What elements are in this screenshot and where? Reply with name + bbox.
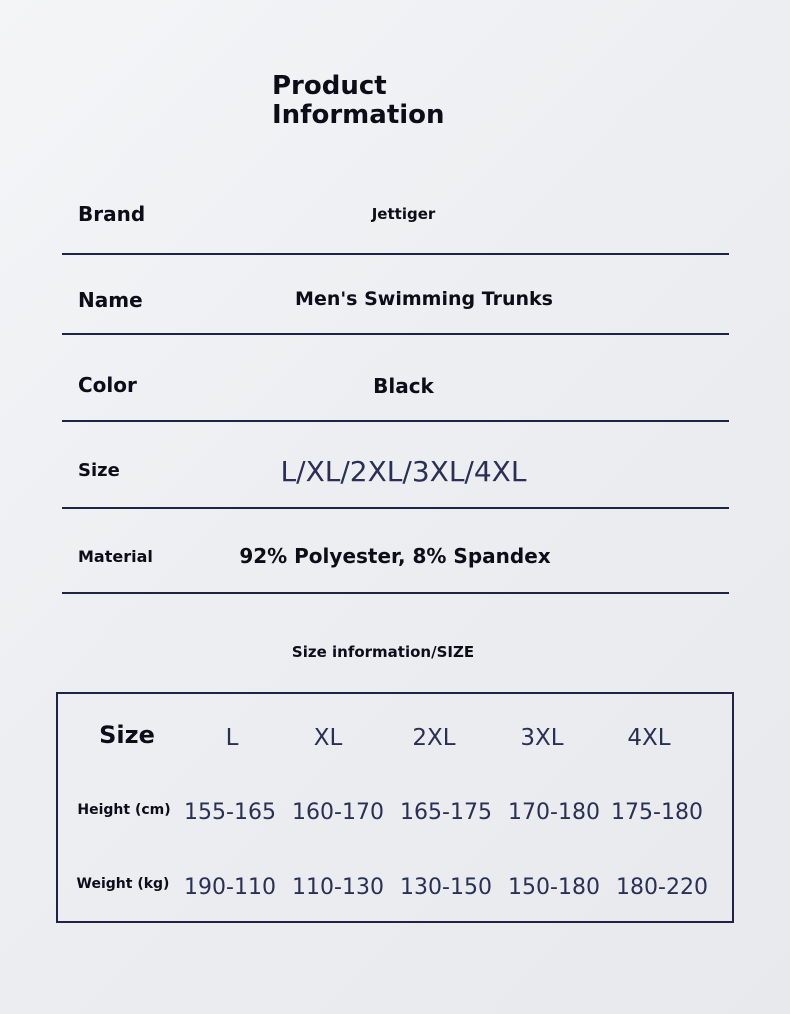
name-value: Men's Swimming Trunks <box>295 288 553 310</box>
height-value-4xl: 175-180 <box>611 800 703 825</box>
color-value: Black <box>373 374 434 398</box>
size-info-heading: Size information/SIZE <box>291 643 475 661</box>
size-chart-table <box>56 692 734 923</box>
weight-value-xl: 110-130 <box>292 875 384 900</box>
weight-value-4xl: 180-220 <box>616 875 708 900</box>
weight-value-2xl: 130-150 <box>400 875 492 900</box>
brand-label: Brand <box>78 202 146 226</box>
material-label: Material <box>78 547 153 566</box>
info-row-color <box>62 363 729 422</box>
height-row-label: Height (cm) <box>77 802 171 818</box>
size-label: Size <box>78 460 120 481</box>
size-col-2xl: 2XL <box>412 725 456 751</box>
weight-value-3xl: 150-180 <box>508 875 600 900</box>
info-row-size <box>62 450 729 509</box>
material-value: 92% Polyester, 8% Spandex <box>239 544 551 568</box>
weight-value-l: 190-110 <box>184 875 276 900</box>
height-value-2xl: 165-175 <box>400 800 492 825</box>
size-col-3xl: 3XL <box>520 725 564 751</box>
brand-value: Jettiger <box>371 205 436 223</box>
page-title-line-1: Product <box>272 71 387 101</box>
info-row-material <box>62 537 729 594</box>
page-title <box>272 72 445 130</box>
page-title-line-2: Information <box>272 100 445 130</box>
size-col-l: L <box>225 725 239 751</box>
height-value-3xl: 170-180 <box>508 800 600 825</box>
color-label: Color <box>78 373 137 397</box>
info-row-name <box>62 276 729 335</box>
size-header-label: Size <box>99 721 155 749</box>
name-label: Name <box>78 288 143 312</box>
weight-row-label: Weight (kg) <box>76 876 170 892</box>
info-row-brand <box>62 190 729 255</box>
height-value-l: 155-165 <box>184 800 276 825</box>
size-value: L/XL/2XL/3XL/4XL <box>280 455 527 488</box>
size-col-xl: XL <box>313 725 343 751</box>
height-value-xl: 160-170 <box>292 800 384 825</box>
size-col-4xl: 4XL <box>627 725 671 751</box>
